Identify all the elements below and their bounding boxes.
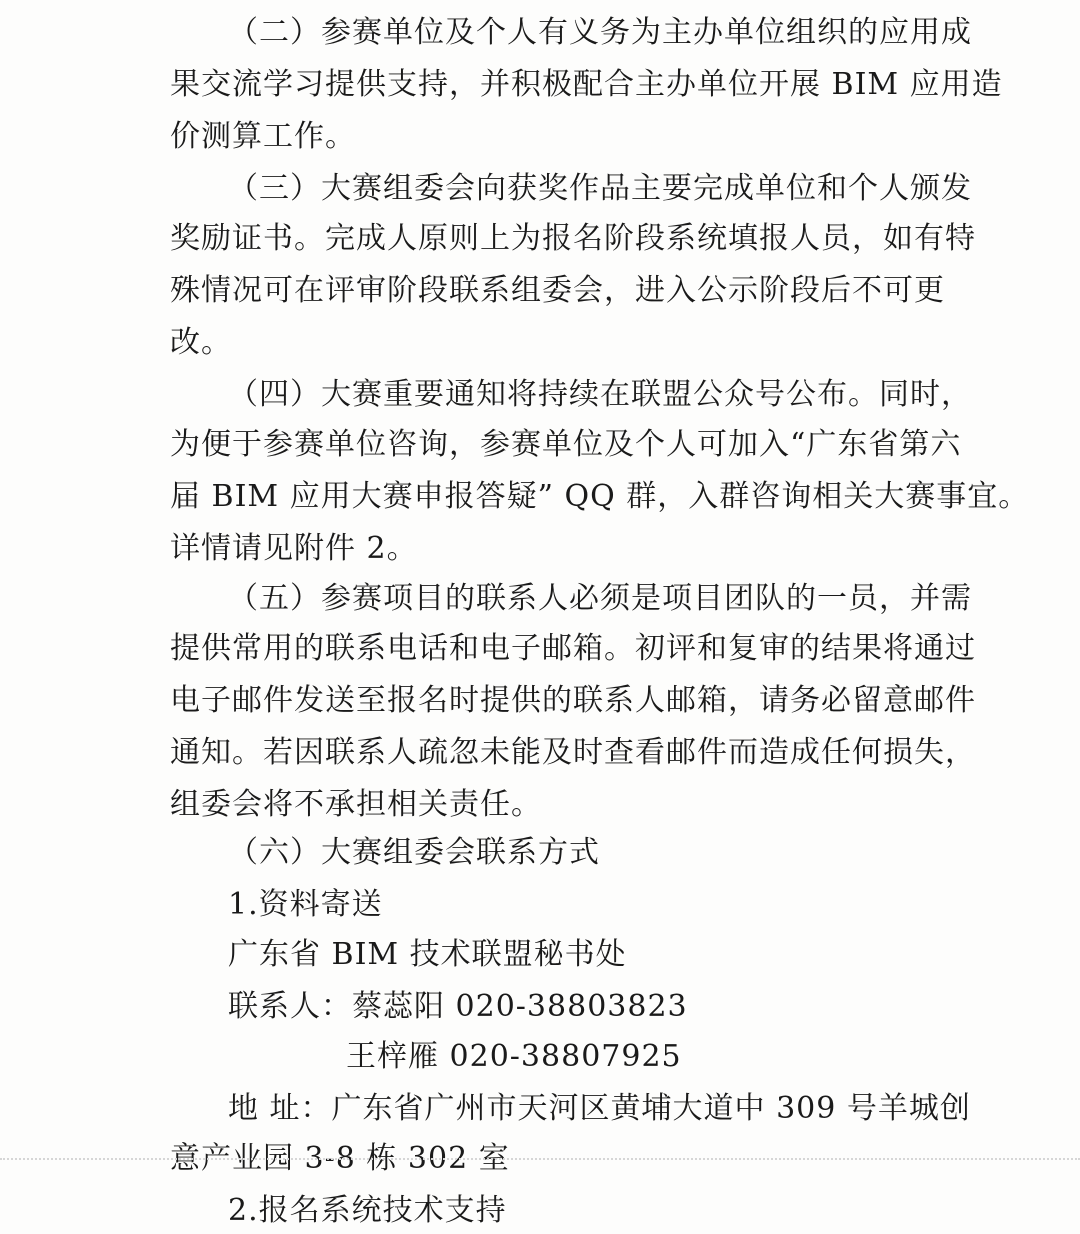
- paragraph-4-line-3: 届 BIM 应用大赛申报答疑” QQ 群，入群咨询相关大赛事宜。: [170, 479, 1030, 514]
- paragraph-2-line-1: （二）参赛单位及个人有义务为主办单位组织的应用成: [228, 15, 972, 50]
- address-line-2: 意产业园 3-8 栋 302 室: [170, 1141, 510, 1176]
- contact-person-2: 王梓雁 020-38807925: [346, 1039, 682, 1074]
- paragraph-3-line-1: （三）大赛组委会向获奖作品主要完成单位和个人颁发: [228, 171, 972, 206]
- paragraph-3-line-4: 改。: [170, 325, 232, 360]
- paragraph-2-line-3: 价测算工作。: [170, 119, 356, 154]
- paragraph-5-line-5: 组委会将不承担相关责任。: [170, 787, 542, 822]
- page-fold-divider: [0, 1158, 1080, 1160]
- paragraph-5-line-4: 通知。若因联系人疏忽未能及时查看邮件而造成任何损失，: [170, 735, 976, 770]
- paragraph-2-line-2: 果交流学习提供支持，并积极配合主办单位开展 BIM 应用造: [170, 67, 1003, 102]
- section-6-heading: （六）大赛组委会联系方式: [228, 835, 600, 870]
- item-1-heading: 1.资料寄送: [228, 887, 383, 922]
- paragraph-4-line-1: （四）大赛重要通知将持续在联盟公众号公布。同时，: [228, 377, 972, 412]
- address-line-1: 地 址：广东省广州市天河区黄埔大道中 309 号羊城创: [228, 1091, 971, 1126]
- paragraph-5-line-3: 电子邮件发送至报名时提供的联系人邮箱，请务必留意邮件: [170, 683, 976, 718]
- paragraph-5-line-1: （五）参赛项目的联系人必须是项目团队的一员，并需: [228, 581, 972, 616]
- paragraph-4-line-2: 为便于参赛单位咨询，参赛单位及个人可加入“广东省第六: [170, 427, 962, 462]
- item-2-heading: 2.报名系统技术支持: [228, 1193, 507, 1228]
- organization-name: 广东省 BIM 技术联盟秘书处: [228, 937, 627, 972]
- paragraph-4-line-4: 详情请见附件 2。: [170, 531, 418, 566]
- contact-person-1: 联系人：蔡蕊阳 020-38803823: [228, 989, 688, 1024]
- paragraph-5-line-2: 提供常用的联系电话和电子邮箱。初评和复审的结果将通过: [170, 631, 976, 666]
- paragraph-3-line-2: 奖励证书。完成人原则上为报名阶段系统填报人员，如有特: [170, 221, 976, 256]
- paragraph-3-line-3: 殊情况可在评审阶段联系组委会，进入公示阶段后不可更: [170, 273, 945, 308]
